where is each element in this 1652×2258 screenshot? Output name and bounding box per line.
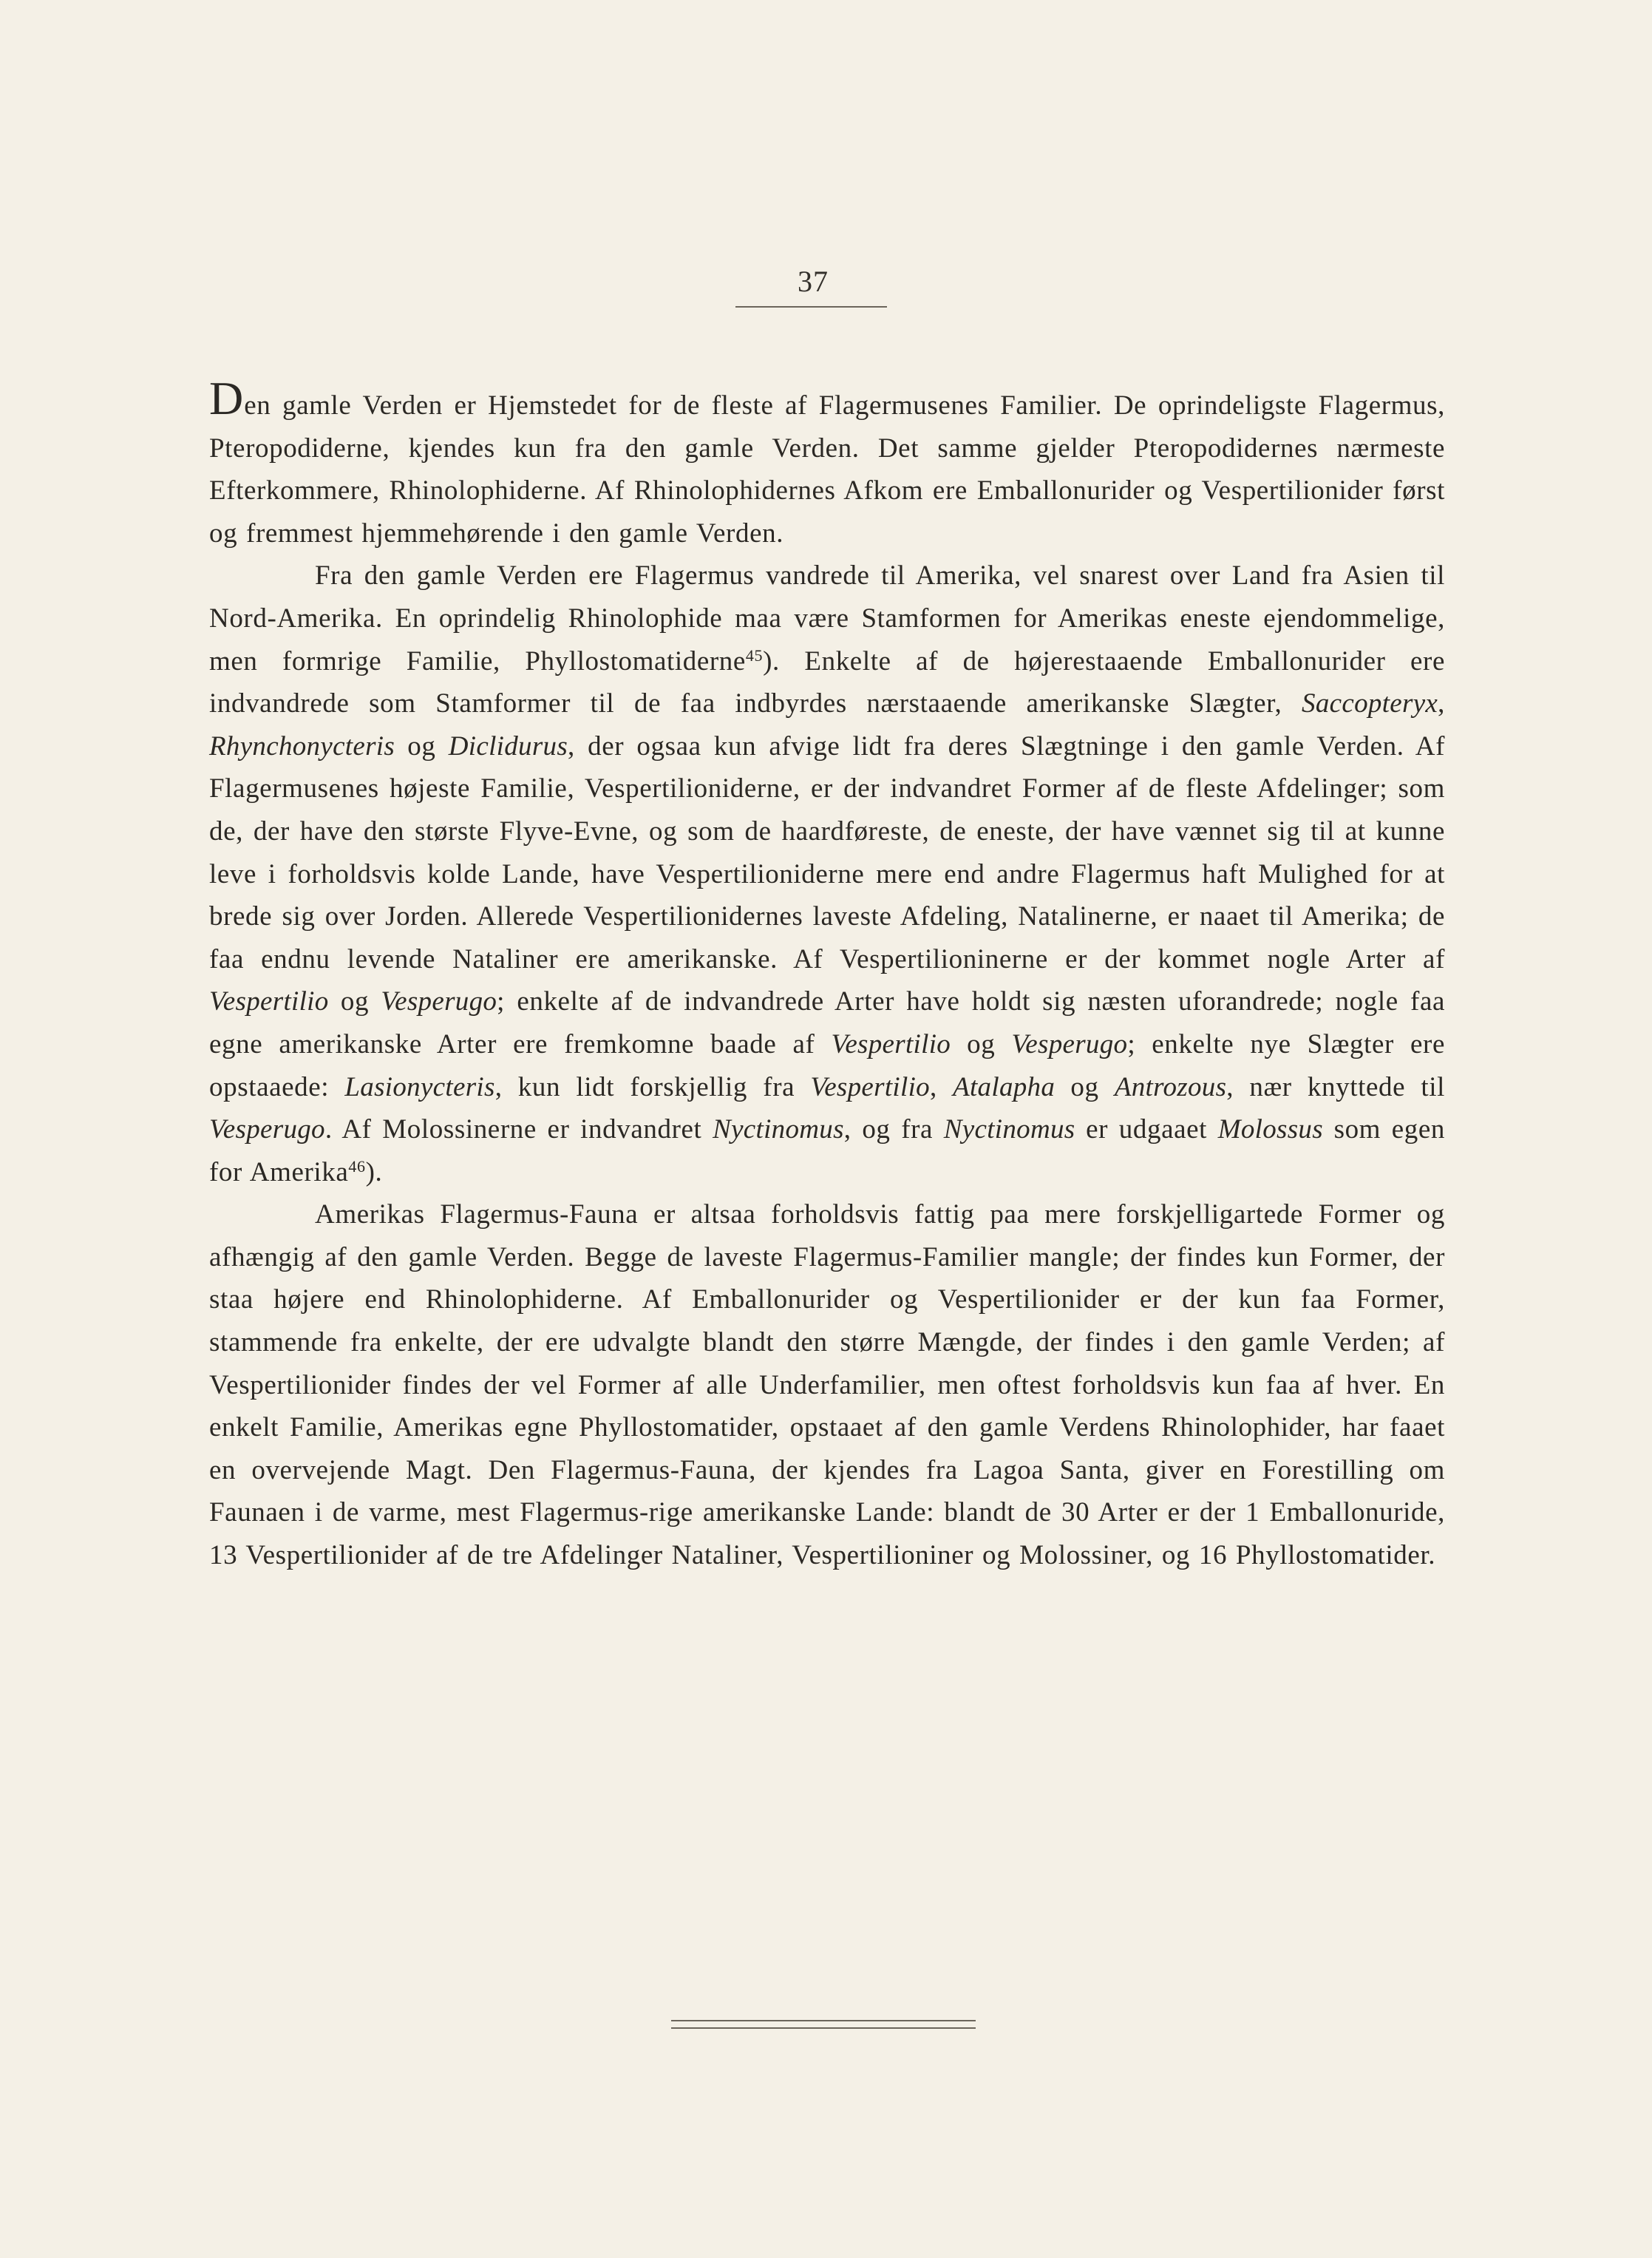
page-number: 37 (798, 265, 829, 298)
text-run: ). (365, 1156, 383, 1187)
text-run: Amerikas Flagermus-Fauna er altsaa forholdsvis fattig paa mere forskjelligartede Former og afhængig af den gamle Verden. Begge de laveste Flagermus-Familier mangle; der findes kun Former, der staa højere end Rhinolophiderne. Af Emballonurider og Vespertilionider er der kun faa Former, stammende fra enkelte, der ere udvalgte blandt den større Mængde, der findes i den gamle Verden; af Vespertilionider findes der vel Former af alle Underfamilier, men oftest forholdsvis kun faa af hver. En enkelt Familie, Amerikas egne Phyllostomatider, opstaaet af den gamle Verdens Rhinolophider, har faaet en overvejende Magt. Den Flagermus-Fauna, der kjendes fra Lagoa Santa, giver en Forestilling om Faunaen i de varme, mest Flagermus-rige amerikanske Lande: blandt de 30 Arter er der 1 Emballonuride, 13 Vespertilionider af de tre Afdelinger Nataliner, Vespertilioniner og Molossiner, og 16 Phyllostomatider. (209, 1199, 1445, 1571)
footnote-ref: 45 (745, 645, 764, 665)
genus-name: Vespertilio (831, 1028, 951, 1060)
genus-name: Rhynchonycteris (209, 730, 395, 762)
paragraph-1 (209, 372, 1445, 555)
genus-name: Vespertilio (810, 1071, 930, 1102)
text-run: og (328, 986, 381, 1017)
genus-name: Vesperugo (1011, 1028, 1128, 1060)
text-run: , (929, 1071, 954, 1102)
text-run: og (1055, 1071, 1115, 1102)
end-double-rule-bottom (671, 2027, 976, 2029)
body-text (209, 372, 1446, 1577)
text-run: , der ogsaa kun afvige lidt fra deres Slægtninge i den gamle Verden. Af Flagermusenes højeste Familie, Vespertilioniderne, er der indvandret Former af de fleste Afdelinger; som de, der have den største Flyve-Evne, og som de haardføreste, de eneste, der have vænnet sig til at kunne leve i forholdsvis kolde Lande, have Vespertilioniderne mere end andre Flagermus haft Mulighed for at brede sig over Jorden. Allerede Vespertilionidernes laveste Afdeling, Natalinerne, er naaet til Amerika; de faa endnu levende Nataliner ere amerikanske. Af Vespertilioninerne er der kommet nogle Arter af (209, 730, 1445, 974)
genus-name: Nyctinomus (713, 1114, 844, 1145)
text-run: , kun lidt forskjellig fra (494, 1071, 811, 1102)
text-run: og (951, 1028, 1012, 1060)
text-run: , nær knyttede til (1226, 1071, 1446, 1102)
text-run: en gamle Verden er Hjemstedet for de fleste af Flagermusenes Familier. De oprindeligste Flagermus, Pteropodiderne, kjendes kun fra den gamle Verden. Det samme gjelder Pteropodidernes nærmeste Efterkommere, Rhinolophiderne. Af Rhinolophidernes Afkom ere Emballonurider og Vespertilionider først og fremmest hjemmehørende i den gamle Verden. (209, 390, 1445, 549)
text-run: , (1438, 688, 1445, 719)
genus-name: Diclidurus (448, 730, 568, 762)
page-number-rule (735, 306, 887, 308)
genus-name: Vesperugo (209, 1114, 325, 1145)
genus-name: Saccopteryx (1302, 688, 1438, 719)
genus-name: Atalapha (953, 1071, 1056, 1102)
text-run: . Af Molossinerne er indvandret (324, 1114, 713, 1145)
drop-cap: D (209, 372, 245, 424)
genus-name: Vespertilio (209, 986, 329, 1017)
end-double-rule-top (671, 2020, 976, 2021)
text-run: og (395, 730, 449, 762)
genus-name: Antrozous (1114, 1071, 1227, 1102)
genus-name: Vesperugo (381, 986, 497, 1017)
paragraph-3 (209, 1193, 1445, 1576)
footnote-ref: 46 (348, 1156, 366, 1176)
text-run: Fra den gamle Verden ere Flagermus vandrede til Amerika, vel snarest over Land fra Asien til Nord-Amerika. En oprindelig Rhinolophide maa være Stamformen for Amerikas eneste ejendommelige, men formrige Familie, Phyllostomatiderne (209, 560, 1445, 677)
text-run: , og fra (843, 1114, 944, 1145)
paragraph-2 (209, 555, 1445, 1193)
text-run: ; enkelte nye Slægter ere opstaaede: (209, 1028, 1445, 1102)
text-run: er udgaaet (1075, 1114, 1218, 1145)
genus-name: Lasionycteris (344, 1071, 495, 1102)
text-run: som egen for Amerika (209, 1114, 1445, 1187)
text-run: ). Enkelte af de højerestaaende Emballonurider ere indvandrede som Stamformer til de faa indbyrdes nærstaaende amerikanske Slægter, (209, 645, 1446, 719)
genus-name: Nyctinomus (943, 1114, 1075, 1145)
text-run: ; enkelte af de indvandrede Arter have holdt sig næsten uforandrede; nogle faa egne amerikanske Arter ere fremkomne baade af (209, 986, 1445, 1060)
genus-name: Molossus (1217, 1114, 1323, 1145)
